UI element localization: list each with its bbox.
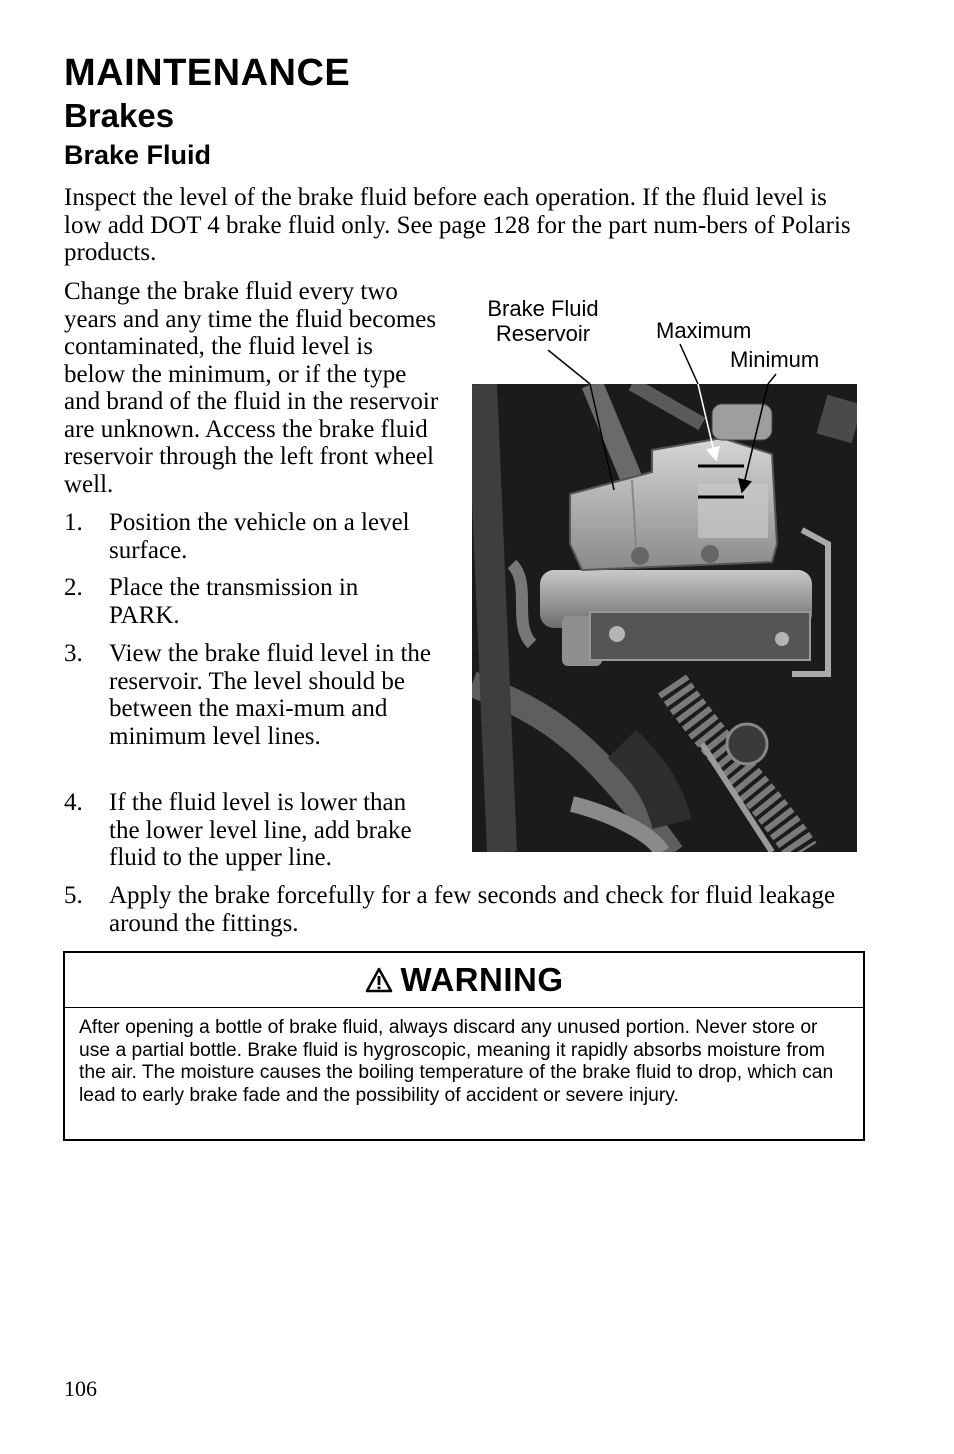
minimum-callout-label: Minimum [730, 347, 820, 372]
subsection-heading: Brake Fluid [64, 140, 212, 170]
step-text: View the brake fluid level in the reservoir. The level should be between the maxi-mum and minimum level lines. [109, 640, 431, 750]
warning-text: After opening a bottle of brake fluid, always discard any unused portion. Never store or use a partial bottle. Brake fluid is hygroscopic, meaning it rapidly absorbs moisture from the air. The moisture causes the boiling temperature of the brake fluid to drop, which can lead to early brake fade and the possibility of accident or severe injury. [79, 1017, 834, 1106]
warning-box [63, 951, 865, 1141]
minimum-leader-line [768, 374, 776, 384]
maximum-leader-line [680, 344, 698, 384]
step-number: 1. [64, 509, 83, 536]
warning-title: WARNING [400, 961, 564, 998]
warning-triangle-icon [365, 967, 393, 993]
brake-reservoir-figure [440, 290, 880, 860]
maximum-callout-label: Maximum [656, 318, 752, 343]
step-number: 4. [64, 789, 83, 816]
step-text: If the fluid level is lower than the lower level line, add brake fluid to the upper line. [109, 789, 412, 871]
section-heading: Brakes [64, 97, 175, 134]
step-number: 2. [64, 574, 83, 601]
reservoir-leader-line [548, 350, 590, 384]
step-text: Position the vehicle on a level surface. [109, 509, 410, 564]
chapter-heading: MAINTENANCE [64, 52, 351, 94]
warning-header [65, 953, 863, 1008]
step-number: 5. [64, 882, 83, 909]
page-number: 106 [64, 1376, 97, 1401]
step-text: Apply the brake forcefully for a few seconds and check for fluid leakage around the fittings. [109, 882, 836, 937]
reservoir-callout-label: Brake Fluid Reservoir [487, 296, 599, 346]
intro-paragraph: Inspect the level of the brake fluid before each operation. If the fluid level is low add DOT 4 brake fluid only. See page 128 for the part num-bers of Polaris products. [64, 184, 851, 266]
step-number: 3. [64, 640, 83, 667]
step-text: Place the transmission in PARK. [109, 574, 359, 629]
change-fluid-paragraph: Change the brake fluid every two years and any time the fluid becomes contaminated, the fluid level is below the minimum, or if the type and brand of the fluid in the reservoir are unknown. Access the brake fluid reservoir through the left front wheel well. [64, 278, 439, 498]
callout-leader-lines [440, 290, 880, 860]
